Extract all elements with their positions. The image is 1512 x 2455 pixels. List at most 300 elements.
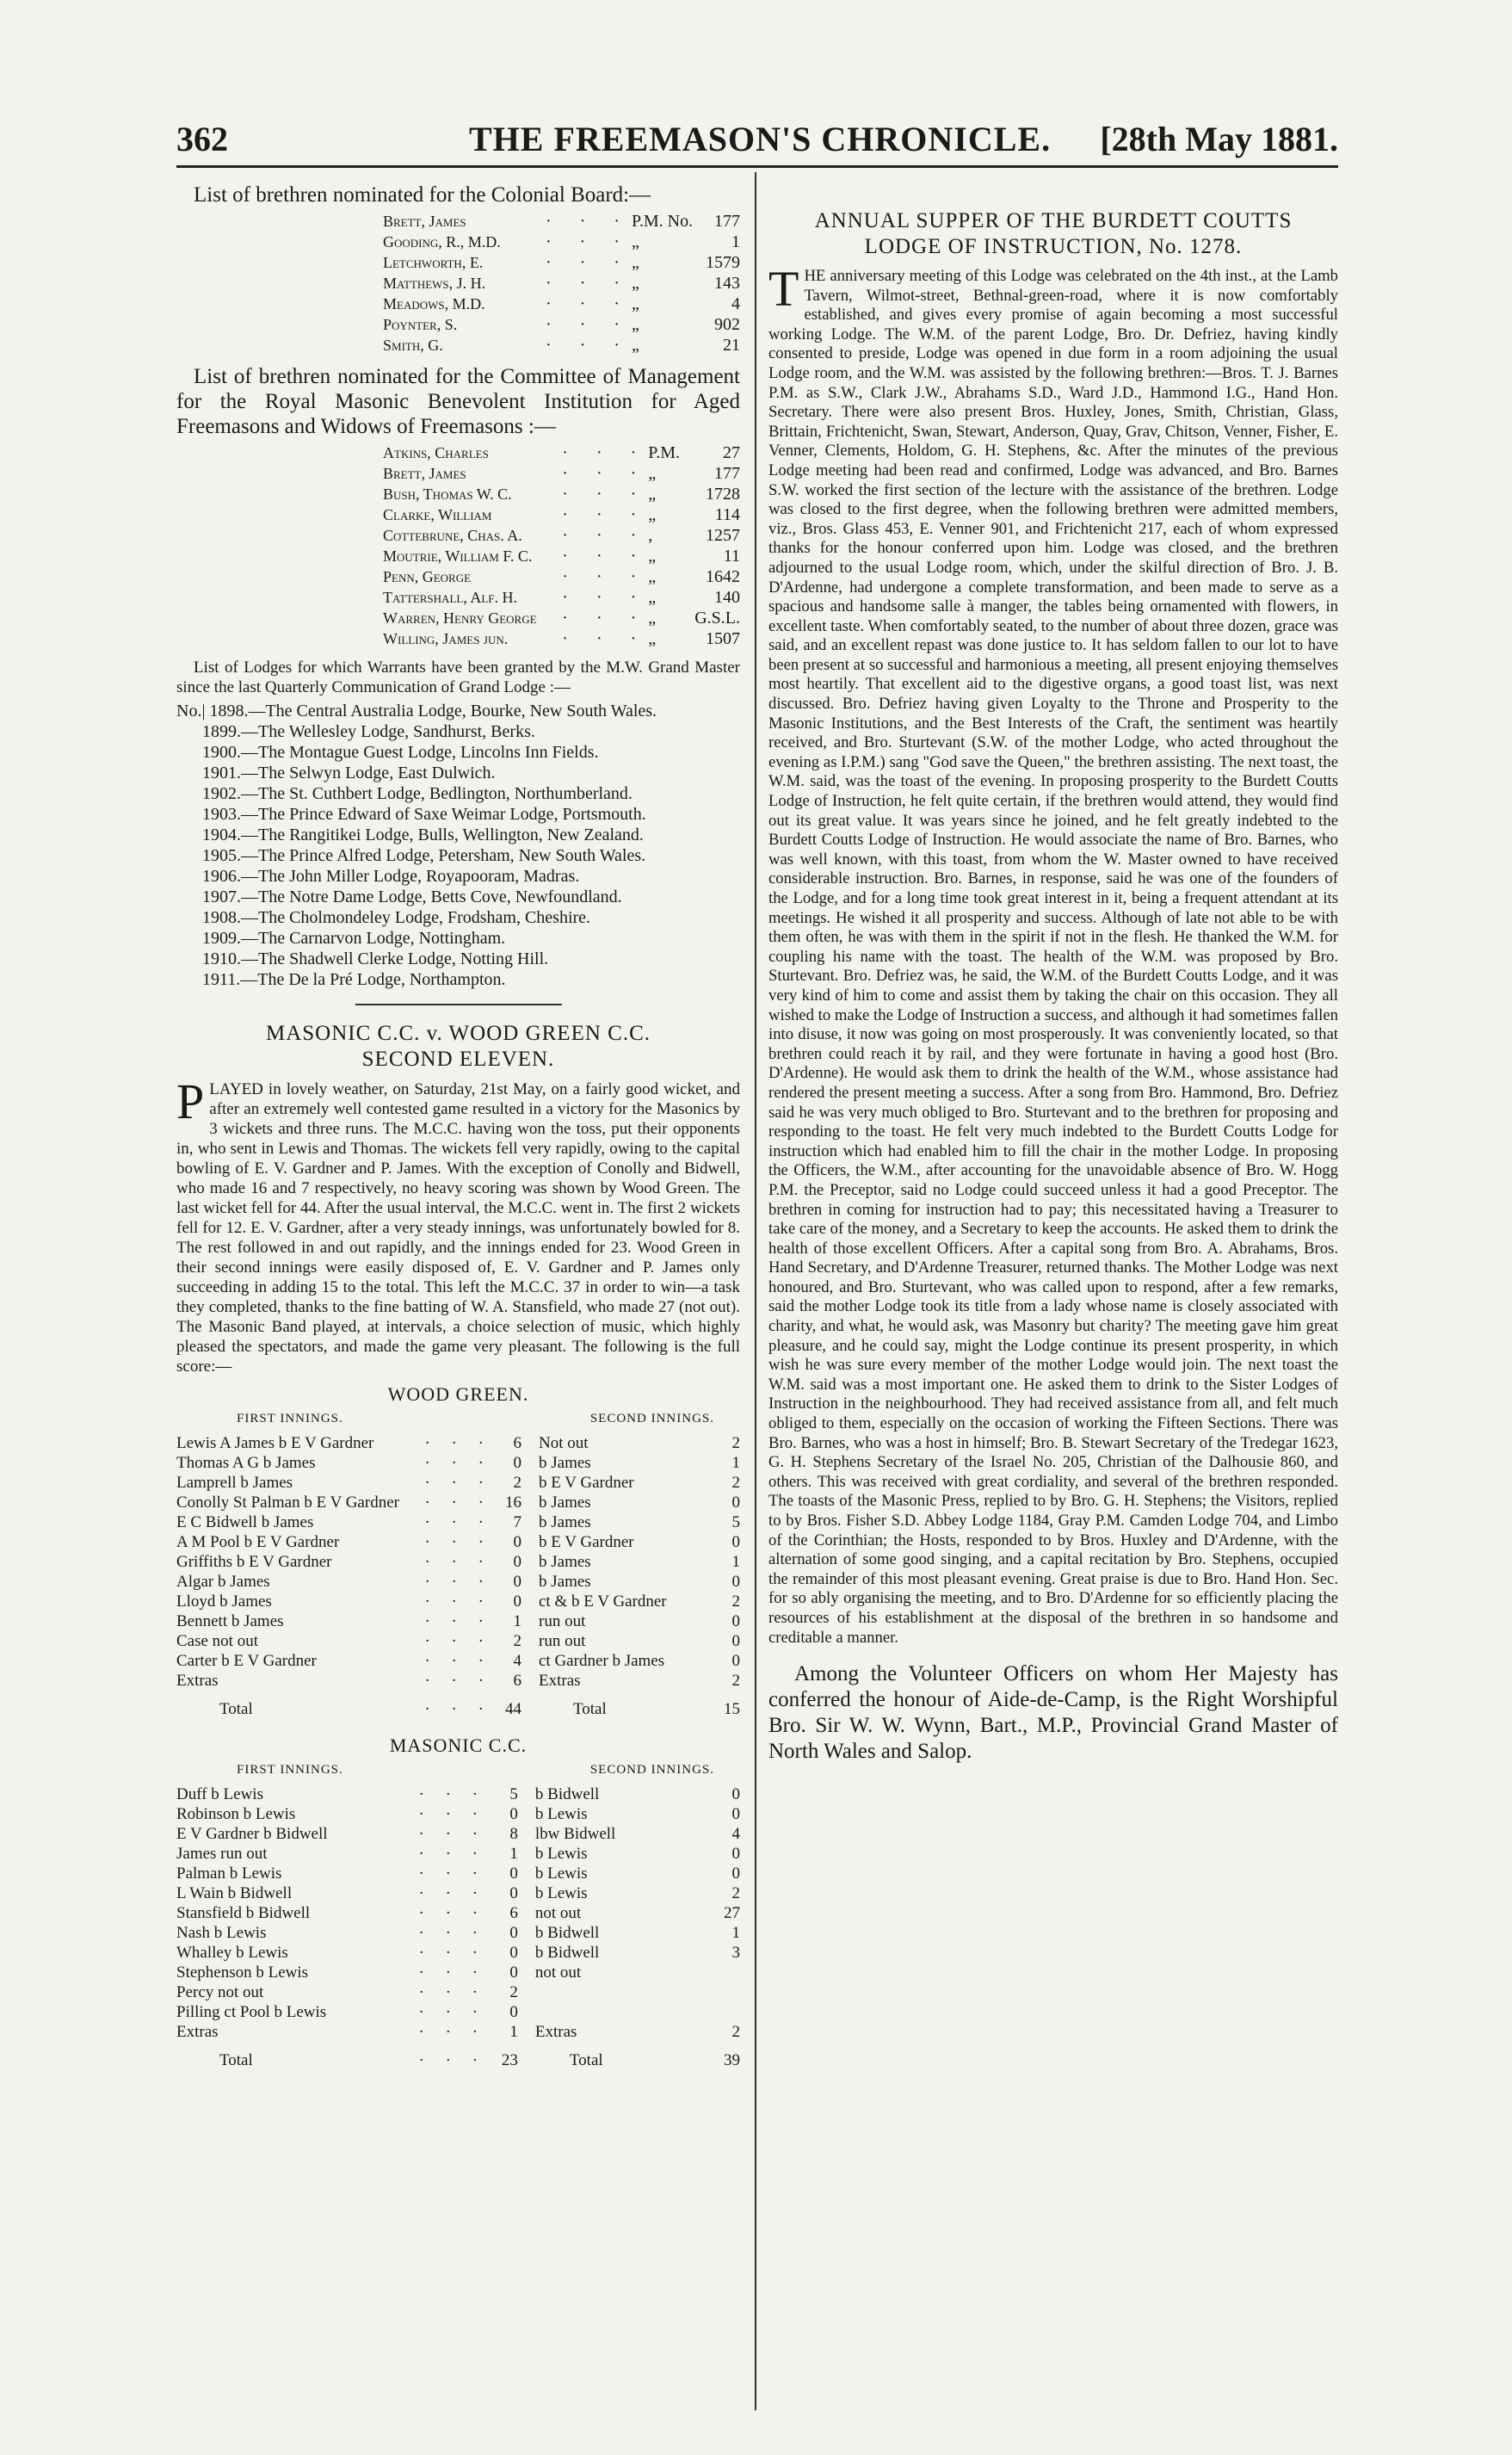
batsman-second-innings: run out	[539, 1612, 586, 1630]
runs-first-innings: 0	[513, 1592, 521, 1611]
spacer-cell	[176, 1719, 740, 1728]
batsman-second-innings: Extras	[539, 1672, 581, 1690]
leader-dots: · · ·	[418, 1785, 487, 1803]
leader-dots: · · ·	[418, 1904, 487, 1922]
batsman-first-innings: Stephenson b Lewis	[176, 1963, 309, 1982]
member-name: Gooding, R., M.D.	[383, 233, 501, 250]
member-name: Penn, George	[383, 568, 472, 585]
batting-row	[176, 1532, 740, 1552]
leader-dots: · · ·	[424, 1454, 492, 1472]
lodge-entry: 1904.—The Rangitikei Lodge, Bulls, Wellington, New Zealand.	[202, 826, 644, 844]
leader-dots: · · ·	[562, 526, 649, 545]
runs-second-innings: 27	[724, 1904, 740, 1922]
batsman-second-innings: b James	[539, 1553, 591, 1571]
lodge-number: 177	[714, 464, 740, 483]
runs-second-innings: 2	[731, 1434, 740, 1452]
member-title: „	[648, 609, 657, 628]
batsman-first-innings: L Wain b Bidwell	[176, 1884, 293, 1902]
leader-dots: · · ·	[545, 315, 632, 334]
lodge-entry: 1903.—The Prince Edward of Saxe Weimar Lodge, Portsmouth.	[202, 805, 646, 824]
leader-dots: · · ·	[562, 464, 649, 483]
member-title: „	[648, 547, 657, 566]
runs-first-innings: 6	[509, 1904, 518, 1922]
batsman-first-innings: Stansfield b Bidwell	[176, 1904, 311, 1922]
batting-row	[176, 1592, 740, 1611]
batsman-first-innings: Carter b E V Gardner	[176, 1652, 317, 1670]
batsman-first-innings: Bennett b James	[176, 1612, 284, 1630]
lodge-number: 1579	[706, 253, 740, 272]
member-name: Atkins, Charles	[383, 444, 489, 461]
leader-dots: · · ·	[418, 1944, 487, 1962]
runs-second-innings: 0	[731, 1805, 740, 1823]
runs-second-innings: 0	[731, 1612, 740, 1630]
member-name: Brett, James	[383, 213, 466, 230]
lodge-number: G.S.L.	[694, 609, 740, 628]
team1-name: WOOD GREEN.	[387, 1383, 529, 1405]
runs-second-innings: 2	[731, 1474, 740, 1492]
runs-first-innings: 2	[509, 1983, 518, 2001]
runs-second-innings: 1	[731, 1454, 740, 1472]
member-name: Tattershall, Alf. H.	[383, 589, 517, 606]
team2-second-innings-label: SECOND INNINGS.	[589, 1763, 714, 1777]
batsman-second-innings: b Lewis	[534, 1884, 588, 1902]
batsman-second-innings	[535, 2002, 716, 2022]
leader-dots: · · ·	[545, 253, 632, 272]
leader-dots: · · ·	[424, 1474, 492, 1492]
batsman-first-innings: Whalley b Lewis	[176, 1944, 288, 1962]
leader-dots: · · ·	[418, 2003, 487, 2021]
lodge-entry: 1910.—The Shadwell Clerke Lodge, Notting Hill.	[202, 949, 549, 968]
member-title: „	[648, 567, 657, 586]
member-name: Bush, Thomas W. C.	[383, 485, 512, 503]
dropcap-letter: P	[176, 1073, 205, 1129]
batting-row	[176, 1804, 740, 1824]
total-rule-row	[176, 1691, 740, 1699]
batsman-second-innings: b E V Gardner	[539, 1533, 634, 1551]
leader-dots: · · ·	[424, 1672, 492, 1690]
leader-dots: · · ·	[562, 629, 649, 648]
member-name: Letchworth, E.	[383, 254, 484, 271]
lodge-entry: 1908.—The Cholmondeley Lodge, Frodsham, Cheshire.	[202, 908, 591, 927]
batsman-first-innings: A M Pool b E V Gardner	[176, 1533, 340, 1551]
batting-row	[176, 1864, 740, 1883]
total-first-innings: 23	[501, 2051, 518, 2069]
batting-row	[176, 1651, 740, 1671]
member-title: „	[631, 274, 639, 293]
member-row	[176, 463, 740, 484]
batting-row	[176, 1943, 740, 1963]
member-row	[176, 546, 740, 566]
batting-row	[176, 1453, 740, 1473]
batsman-first-innings: Algar b James	[176, 1573, 270, 1591]
batsman-first-innings: Palman b Lewis	[176, 1864, 282, 1883]
issue-date: [28th May 1881.	[1100, 120, 1338, 158]
batting-row	[176, 1473, 740, 1493]
member-name: Meadows, M.D.	[383, 295, 485, 312]
member-name: Cottebrune, Chas. A.	[383, 527, 522, 544]
benevolent-intro: List of brethren nominated for the Committee of Management for the Royal Masonic Benevolent Institution for Aged Freemasons and Widows of Freemasons :—	[176, 365, 740, 438]
lodge-number: 1728	[706, 485, 740, 504]
total-second-innings: 39	[724, 2051, 740, 2069]
lodge-number: 177	[714, 212, 740, 231]
leader-dots: · · ·	[424, 1573, 492, 1591]
batsman-second-innings: ct & b E V Gardner	[539, 1592, 667, 1611]
team2-name: MASONIC C.C.	[389, 1735, 528, 1756]
member-name: Clarke, William	[383, 506, 492, 523]
lodge-entry: 1900.—The Montague Guest Lodge, Lincolns Inn Fields.	[202, 743, 599, 762]
batting-row	[176, 1784, 740, 1804]
batting-row	[176, 1572, 740, 1592]
batsman-second-innings: run out	[539, 1632, 586, 1650]
lodge-entry: 1905.—The Prince Alfred Lodge, Petersham, New South Wales.	[202, 846, 646, 865]
total-rule-row	[176, 2042, 740, 2050]
page-header	[176, 119, 1338, 164]
batsman-second-innings: b Bidwell	[534, 1944, 600, 1962]
batsman-second-innings: Extras	[534, 2023, 577, 2041]
leader-dots: · · ·	[418, 2023, 487, 2041]
batsman-first-innings: E V Gardner b Bidwell	[176, 1825, 328, 1843]
member-title: „	[631, 253, 639, 272]
leader-dots: · · ·	[418, 1864, 487, 1883]
leader-dots: · · ·	[418, 1963, 487, 1982]
lodge-number: 1257	[706, 526, 740, 545]
leader-dots: · · ·	[418, 1983, 487, 2001]
lodge-entry: 1901.—The Selwyn Lodge, East Dulwich.	[202, 764, 496, 782]
batting-row	[176, 1844, 740, 1864]
leader-dots: · · ·	[424, 1700, 492, 1718]
batting-row	[176, 1824, 740, 1844]
runs-first-innings: 0	[513, 1533, 521, 1551]
runs-second-innings: 2	[731, 1592, 740, 1611]
leader-dots: · · ·	[424, 1533, 492, 1551]
runs-first-innings: 2	[513, 1474, 521, 1492]
batsman-second-innings	[535, 1982, 716, 2002]
leader-dots: · · ·	[424, 1434, 492, 1452]
lodge-number: 114	[714, 505, 740, 524]
member-name: Warren, Henry George	[383, 609, 537, 627]
runs-first-innings: 0	[509, 2003, 518, 2021]
batting-row	[176, 1631, 740, 1651]
leader-dots: · · ·	[418, 1845, 487, 1863]
runs-second-innings: 4	[731, 1825, 740, 1843]
runs-second-innings	[716, 1982, 740, 2002]
runs-first-innings: 0	[509, 1924, 518, 1942]
batsman-second-innings: b Bidwell	[534, 1785, 600, 1803]
batsman-first-innings: Lewis A James b E V Gardner	[176, 1434, 374, 1452]
total-row	[176, 1699, 740, 1719]
leader-dots: · · ·	[562, 505, 649, 524]
cricket-report-text: LAYED in lovely weather, on Saturday, 21st May, on a fairly good wicket, and after an extremely well contested game resulted in a victory for the Masonics by 3 wickets and three runs. The M.C.C. having won the toss, put their opponents in, who sent in Lewis and Thomas. The wickets fell very rapidly, owing to the capital bowling of E. V. Gardner and P. James. With the exception of Conolly and Bidwell, who made 16 and 7 respectively, no heavy scoring was shown by Wood Green. The last wicket fell for 44. After the usual interval, the M.C.C. went in. The first 2 wickets fell for 12. E. V. Gardner, after a very steady innings, was unfortunately bowled for 8. The rest followed in and out rapidly, and the innings ended for 23. Wood Green in their second innings were easily disposed of, E. V. Gardner and P. James only succeeding in adding 15 to the total. This left the M.C.C. 37 in order to win—a task they completed, thanks to the fine batting of W. A. Stansfield, who made 27 (not out). The Masonic Band played, at intervals, a choice selection of music, which highly pleased the spectators, and made the game very pleasant. The following is the full score:—	[176, 1080, 740, 1376]
member-title: „	[631, 232, 639, 251]
runs-first-innings: 0	[509, 1944, 518, 1962]
batsman-first-innings: Duff b Lewis	[176, 1785, 263, 1803]
cricket-headline-line2: SECOND ELEVEN.	[361, 1048, 555, 1071]
batting-row	[176, 1512, 740, 1532]
member-title: „	[631, 336, 639, 355]
member-title: P.M. No.	[631, 212, 694, 231]
leader-dots: · · ·	[545, 336, 632, 355]
batsman-second-innings: b James	[539, 1513, 591, 1531]
leader-dots: · · ·	[562, 443, 649, 462]
batsman-first-innings: Percy not out	[176, 1983, 264, 2001]
runs-first-innings: 0	[509, 1963, 518, 1982]
leader-dots: · · ·	[545, 212, 632, 231]
runs-second-innings	[716, 1963, 740, 1982]
leader-dots: · · ·	[424, 1553, 492, 1571]
total-second-innings: 15	[724, 1700, 740, 1718]
spacer-cell	[176, 1691, 740, 1699]
leader-dots: · · ·	[562, 485, 649, 504]
batsman-first-innings: Extras	[176, 1672, 219, 1690]
batting-row	[176, 1963, 740, 1982]
member-name: Moutrie, William F. C.	[383, 547, 533, 565]
runs-second-innings	[716, 2002, 740, 2022]
runs-second-innings: 0	[731, 1652, 740, 1670]
member-row	[176, 335, 740, 356]
batsman-second-innings: b Bidwell	[534, 1924, 600, 1942]
batsman-second-innings: not out	[534, 1904, 582, 1922]
batsman-second-innings: b Lewis	[534, 1845, 588, 1863]
member-title: „	[648, 485, 657, 504]
batsman-second-innings: lbw Bidwell	[534, 1825, 616, 1843]
team2-first-innings-label: FIRST INNINGS.	[237, 1763, 343, 1777]
batsman-first-innings: Robinson b Lewis	[176, 1805, 296, 1823]
runs-first-innings: 0	[513, 1553, 521, 1571]
runs-second-innings: 0	[731, 1864, 740, 1883]
member-row	[176, 525, 740, 546]
total-first-innings: 44	[505, 1700, 521, 1718]
spacer-cell	[176, 2070, 740, 2079]
left-column	[176, 182, 740, 2079]
leader-dots: · · ·	[424, 1652, 492, 1670]
runs-first-innings: 16	[505, 1493, 521, 1512]
batsman-second-innings: b Lewis	[534, 1805, 588, 1823]
warrants-list	[176, 701, 740, 990]
team2-innings-headers	[176, 1759, 740, 1781]
member-row	[176, 294, 740, 314]
batting-row	[176, 1903, 740, 1923]
batting-row	[176, 1433, 740, 1453]
member-title: „	[631, 294, 639, 313]
warrants-intro: List of Lodges for which Warrants have been granted by the M.W. Grand Master since the last Quarterly Communication of Grand Lodge :—	[176, 659, 740, 696]
leader-dots: · · ·	[562, 547, 649, 566]
leader-dots: · · ·	[424, 1592, 492, 1611]
member-row	[176, 273, 740, 294]
batsman-second-innings: b James	[539, 1454, 591, 1472]
batsman-first-innings: Griffiths b E V Gardner	[176, 1553, 332, 1571]
batsman-second-innings: ct Gardner b James	[539, 1652, 665, 1670]
batsman-first-innings: Case not out	[176, 1632, 258, 1650]
batsman-first-innings: Pilling ct Pool b Lewis	[176, 2003, 327, 2021]
runs-second-innings: 1	[731, 1553, 740, 1571]
runs-first-innings: 8	[509, 1825, 518, 1843]
member-name: Willing, James jun.	[383, 630, 509, 647]
right-column	[768, 182, 1338, 1765]
member-name: Matthews, J. H.	[383, 275, 486, 292]
batsman-first-innings: James run out	[176, 1845, 268, 1863]
runs-first-innings: 0	[509, 1884, 518, 1902]
leader-dots: · · ·	[545, 294, 632, 313]
runs-first-innings: 2	[513, 1632, 521, 1650]
team1-second-innings-label: SECOND INNINGS.	[589, 1412, 714, 1425]
member-name: Poynter, S.	[383, 316, 458, 333]
batting-row	[176, 1982, 740, 2002]
leader-dots: · · ·	[418, 1805, 487, 1823]
runs-first-innings: 0	[513, 1573, 521, 1591]
batsman-second-innings: not out	[534, 1963, 582, 1982]
leader-dots: · · ·	[562, 609, 649, 628]
column-divider	[755, 172, 756, 2410]
cricket-headline	[176, 1021, 740, 1073]
batsman-first-innings: Thomas A G b James	[176, 1454, 316, 1472]
member-row	[176, 608, 740, 628]
member-title: „	[648, 505, 657, 524]
leader-dots: · · ·	[418, 1825, 487, 1843]
batsman-first-innings: Lamprell b James	[176, 1474, 293, 1492]
batting-row	[176, 1493, 740, 1512]
batting-row	[176, 1552, 740, 1572]
runs-first-innings: 0	[513, 1454, 521, 1472]
header-rule	[176, 165, 1338, 168]
runs-first-innings: 1	[509, 2023, 518, 2041]
runs-first-innings: 6	[513, 1434, 521, 1452]
batsman-first-innings: Lloyd b James	[176, 1592, 272, 1611]
runs-second-innings: 0	[731, 1632, 740, 1650]
team1-scorecard	[176, 1433, 740, 1728]
lodge-number: 143	[714, 274, 740, 293]
member-name: Brett, James	[383, 465, 466, 482]
lodge-number: 11	[723, 547, 740, 566]
member-name: Smith, G.	[383, 337, 443, 354]
member-title: „	[648, 629, 657, 648]
runs-second-innings: 0	[731, 1533, 740, 1551]
total-row	[176, 2050, 740, 2070]
runs-first-innings: 5	[509, 1785, 518, 1803]
total-label: Total	[219, 2051, 253, 2069]
leader-dots: · · ·	[424, 1632, 492, 1650]
team1-innings-headers	[176, 1408, 740, 1430]
member-row	[176, 442, 740, 463]
lodge-entry: 1906.—The John Miller Lodge, Royapooram, Madras.	[202, 867, 580, 886]
batsman-second-innings: b James	[539, 1493, 591, 1512]
batting-row	[176, 1611, 740, 1631]
supper-headline-line1: ANNUAL SUPPER OF THE BURDETT COUTTS	[814, 209, 1293, 232]
batting-row	[176, 2022, 740, 2042]
supper-report	[768, 261, 1338, 1648]
lodge-number: 902	[714, 315, 740, 334]
runs-first-innings: 0	[509, 1864, 518, 1883]
leader-dots: · · ·	[418, 1884, 487, 1902]
section-rule	[355, 1004, 562, 1005]
leader-dots: · · ·	[562, 567, 649, 586]
member-title: P.M.	[648, 443, 680, 462]
supper-headline	[768, 208, 1338, 260]
supper-headline-line2: LODGE OF INSTRUCTION, No. 1278.	[864, 235, 1243, 258]
batsman-first-innings: Extras	[176, 2023, 219, 2041]
total-label-2: Total	[573, 1700, 607, 1718]
lodge-number: 1	[731, 232, 740, 251]
lodge-entry: 1899.—The Wellesley Lodge, Sandhurst, Berks.	[202, 722, 535, 741]
colonial-board-intro: List of brethren nominated for the Colonial Board:—	[194, 183, 651, 207]
cricket-headline-line1: MASONIC C.C. v. WOOD GREEN C.C.	[265, 1022, 651, 1045]
runs-second-innings: 0	[731, 1573, 740, 1591]
total-label: Total	[219, 1700, 253, 1718]
member-row	[176, 484, 740, 504]
lodge-entry: 1911.—The De la Pré Lodge, Northampton.	[202, 970, 506, 989]
runs-second-innings: 0	[731, 1493, 740, 1512]
runs-second-innings: 1	[731, 1924, 740, 1942]
batting-row	[176, 1671, 740, 1691]
runs-first-innings: 0	[509, 1805, 518, 1823]
cricket-report	[176, 1073, 740, 1376]
lodge-entry: 1902.—The St. Cuthbert Lodge, Bedlington, Northumberland.	[202, 784, 633, 803]
team1-first-innings-label: FIRST INNINGS.	[237, 1412, 343, 1425]
gap-row	[176, 2070, 740, 2079]
lodge-number: 1642	[706, 567, 740, 586]
leader-dots: · · ·	[424, 1612, 492, 1630]
colonial-board-list	[176, 211, 740, 356]
batsman-first-innings: E C Bidwell b James	[176, 1513, 314, 1531]
runs-second-innings: 5	[731, 1513, 740, 1531]
batsman-first-innings: Nash b Lewis	[176, 1924, 267, 1942]
member-row	[176, 252, 740, 273]
spacer-cell	[176, 2042, 740, 2050]
gap-row	[176, 1719, 740, 1728]
member-title: „	[648, 464, 657, 483]
lodge-number: 140	[714, 588, 740, 607]
runs-second-innings: 2	[731, 1884, 740, 1902]
batsman-second-innings: Not out	[539, 1434, 589, 1452]
member-row	[176, 587, 740, 608]
runs-first-innings: 4	[513, 1652, 521, 1670]
batting-row	[176, 2002, 740, 2022]
leader-dots: · · ·	[545, 232, 632, 251]
leader-dots: · · ·	[418, 2051, 487, 2069]
member-row	[176, 504, 740, 525]
leader-dots: · · ·	[424, 1493, 492, 1512]
member-title: „	[631, 315, 639, 334]
lodge-number: 4	[731, 294, 740, 313]
total-label-2: Total	[569, 2051, 603, 2069]
member-row	[176, 628, 740, 649]
batsman-second-innings: b E V Gardner	[539, 1474, 634, 1492]
runs-first-innings: 1	[509, 1845, 518, 1863]
leader-dots: · · ·	[418, 1924, 487, 1942]
member-title: ,	[648, 526, 653, 545]
runs-first-innings: 1	[513, 1612, 521, 1630]
team2-scorecard	[176, 1784, 740, 2079]
batting-row	[176, 1923, 740, 1943]
lodge-number: 1507	[706, 629, 740, 648]
lodge-entry: 1907.—The Notre Dame Lodge, Betts Cove, Newfoundland.	[202, 887, 622, 906]
runs-second-innings: 3	[731, 1944, 740, 1962]
member-row	[176, 232, 740, 252]
member-row	[176, 566, 740, 587]
runs-second-innings: 2	[731, 1672, 740, 1690]
leader-dots: · · ·	[424, 1513, 492, 1531]
member-row	[176, 211, 740, 232]
volunteer-notice: Among the Volunteer Officers on whom Her Majesty has conferred the honour of Aide-de-Camp, is the Right Worshipful Bro. Sir W. W. Wynn, Bart., M.P., Provincial Grand Master of North Wales and Salop.	[768, 1662, 1338, 1764]
benevolent-list	[176, 442, 740, 649]
lodge-entry: 1909.—The Carnarvon Lodge, Nottingham.	[202, 929, 506, 948]
runs-first-innings: 7	[513, 1513, 521, 1531]
batsman-second-innings: b Lewis	[534, 1864, 588, 1883]
batsman-second-innings: b James	[539, 1573, 591, 1591]
batting-row	[176, 1883, 740, 1903]
batsman-first-innings: Conolly St Palman b E V Gardner	[176, 1493, 399, 1512]
leader-dots: · · ·	[562, 588, 649, 607]
lodge-number: 27	[723, 443, 740, 462]
